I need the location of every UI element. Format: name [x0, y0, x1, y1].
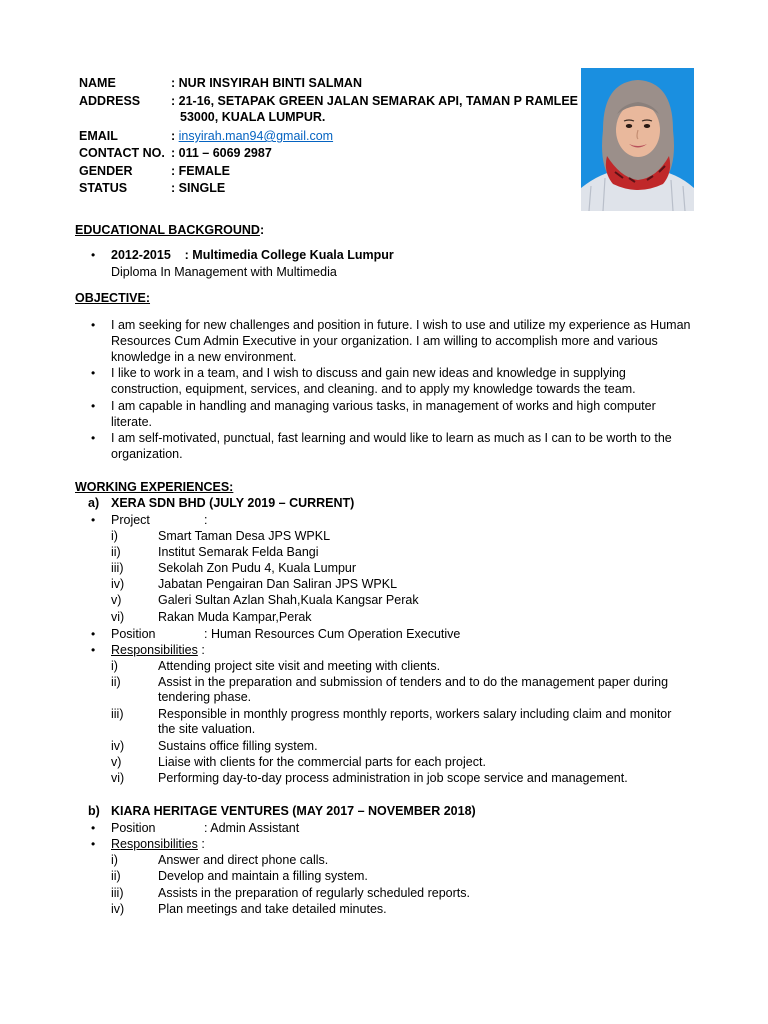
objective-2-line1: I like to work in a team, and I wish to discuss and gain new ideas and knowledge in supplying	[111, 366, 626, 380]
resp-item: Liaise with clients for the commercial parts for each project.	[158, 755, 486, 769]
status-label: STATUS	[79, 181, 128, 195]
profile-photo	[581, 68, 694, 211]
resp-num: iii)	[111, 707, 124, 721]
address-label: ADDRESS	[79, 94, 141, 108]
position-bullet-a	[91, 627, 95, 641]
name-label: NAME	[79, 76, 116, 90]
project-num: iii)	[111, 561, 124, 575]
contact-value: : 011 – 6069 2987	[171, 146, 272, 160]
email-colon: :	[171, 129, 179, 143]
objective-3-line2: literate.	[111, 415, 152, 429]
resp-num: iv)	[111, 739, 125, 753]
project-item: Galeri Sultan Azlan Shah,Kuala Kangsar Perak	[158, 593, 419, 607]
resp-item: Plan meetings and take detailed minutes.	[158, 902, 387, 916]
education-heading	[75, 223, 264, 238]
project-item: Smart Taman Desa JPS WPKL	[158, 529, 331, 543]
project-item: Institut Semarak Felda Bangi	[158, 545, 319, 559]
resp-item: Sustains office filling system.	[158, 739, 318, 753]
resp-bullet-b	[91, 837, 95, 851]
education-entry-detail: Diploma In Management with Multimedia	[111, 265, 337, 279]
resp-label-b	[111, 837, 205, 852]
position-label-a: Position	[111, 627, 156, 641]
resp-label-a	[111, 643, 205, 658]
position-value-a: : Human Resources Cum Operation Executive	[204, 627, 461, 641]
project-num: vi)	[111, 610, 125, 624]
work-heading: WORKING EXPERIENCES:	[75, 480, 234, 494]
resp-num: v)	[111, 755, 122, 769]
objective-bullet-3	[91, 399, 95, 413]
resp-label-b-colon: :	[197, 837, 205, 851]
resp-num: i)	[111, 853, 118, 867]
position-value-b: : Admin Assistant	[204, 821, 300, 835]
resp-num: iv)	[111, 902, 125, 916]
education-entry-title: 2012-2015 : Multimedia College Kuala Lumpur	[111, 248, 394, 262]
project-item: Rakan Muda Kampar,Perak	[158, 610, 312, 624]
objective-1-line2: Resources Cum Admin Executive in your organization. I am willing to accomplish more and various	[111, 334, 658, 348]
resp-item: Performing day-to-day process administration in job scope service and management.	[158, 771, 628, 785]
objective-2-line2: construction, equipment, services, and cleaning. and to apply my knowledge towards the team.	[111, 382, 636, 396]
project-num: v)	[111, 593, 122, 607]
resp-num: ii)	[111, 869, 121, 883]
project-colon: :	[204, 513, 208, 527]
resp-item: Develop and maintain a filling system.	[158, 869, 368, 883]
email-label: EMAIL	[79, 129, 118, 143]
resp-label-a-colon: :	[197, 643, 205, 657]
position-bullet-b	[91, 821, 95, 835]
portrait-illustration	[581, 68, 694, 211]
resp-num: ii)	[111, 675, 121, 689]
resp-item: Assist in the preparation and submission of tenders and to do the management paper during	[158, 675, 669, 689]
position-label-b: Position	[111, 821, 156, 835]
resp-num: iii)	[111, 886, 124, 900]
education-heading-colon: :	[259, 223, 265, 237]
objective-bullet-4	[91, 431, 95, 445]
resp-num: i)	[111, 659, 118, 673]
objective-1-line3: knowledge in a new environment.	[111, 350, 297, 364]
address-line2: 53000, KUALA LUMPUR.	[180, 110, 326, 124]
education-bullet	[91, 248, 95, 262]
project-label: Project	[111, 513, 150, 527]
work-a-marker: a)	[88, 496, 100, 510]
contact-label: CONTACT NO.	[79, 146, 165, 160]
gender-label: GENDER	[79, 164, 133, 178]
resp-item: Responsible in monthly progress monthly reports, workers salary including claim and monitor	[158, 707, 672, 721]
project-bullet	[91, 513, 95, 527]
project-item: Jabatan Pengairan Dan Saliran JPS WPKL	[158, 577, 398, 591]
name-value: : NUR INSYIRAH BINTI SALMAN	[171, 76, 362, 90]
email-link[interactable]: insyirah.man94@gmail.com	[178, 129, 334, 143]
education-heading-text: EDUCATIONAL BACKGROUND	[75, 223, 260, 237]
work-b-marker: b)	[88, 804, 100, 818]
project-num: iv)	[111, 577, 125, 591]
resp-bullet-a	[91, 643, 95, 657]
resp-num: vi)	[111, 771, 125, 785]
objective-3-line1: I am capable in handling and managing various tasks, in management of works and high computer	[111, 399, 656, 413]
gender-value: : FEMALE	[171, 164, 231, 178]
project-num: ii)	[111, 545, 121, 559]
work-a-title: XERA SDN BHD (JULY 2019 – CURRENT)	[111, 496, 355, 510]
resp-label-b-text: Responsibilities	[111, 837, 198, 851]
objective-4-line1: I am self-motivated, punctual, fast learning and would like to learn as much as I can to be worth to the	[111, 431, 672, 445]
project-item: Sekolah Zon Pudu 4, Kuala Lumpur	[158, 561, 357, 575]
resp-item: Answer and direct phone calls.	[158, 853, 329, 867]
resp-item-cont: the site valuation.	[158, 722, 256, 736]
objective-1-line1: I am seeking for new challenges and position in future. I wish to use and utilize my experience as Human	[111, 318, 691, 332]
objective-4-line2: organization.	[111, 447, 183, 461]
email-value-wrap	[171, 129, 333, 143]
address-line1: : 21-16, SETAPAK GREEN JALAN SEMARAK API, TAMAN P RAMLEE	[171, 94, 578, 108]
resp-item: Attending project site visit and meeting with clients.	[158, 659, 441, 673]
objective-bullet-2	[91, 366, 95, 380]
resp-item-cont: tendering phase.	[158, 690, 252, 704]
project-num: i)	[111, 529, 118, 543]
status-value: : SINGLE	[171, 181, 226, 195]
resp-label-a-text: Responsibilities	[111, 643, 198, 657]
objective-heading: OBJECTIVE:	[75, 291, 151, 305]
objective-bullet-1	[91, 318, 95, 332]
work-b-title: KIARA HERITAGE VENTURES (MAY 2017 – NOVEMBER 2018)	[111, 804, 476, 818]
resp-item: Assists in the preparation of regularly scheduled reports.	[158, 886, 470, 900]
